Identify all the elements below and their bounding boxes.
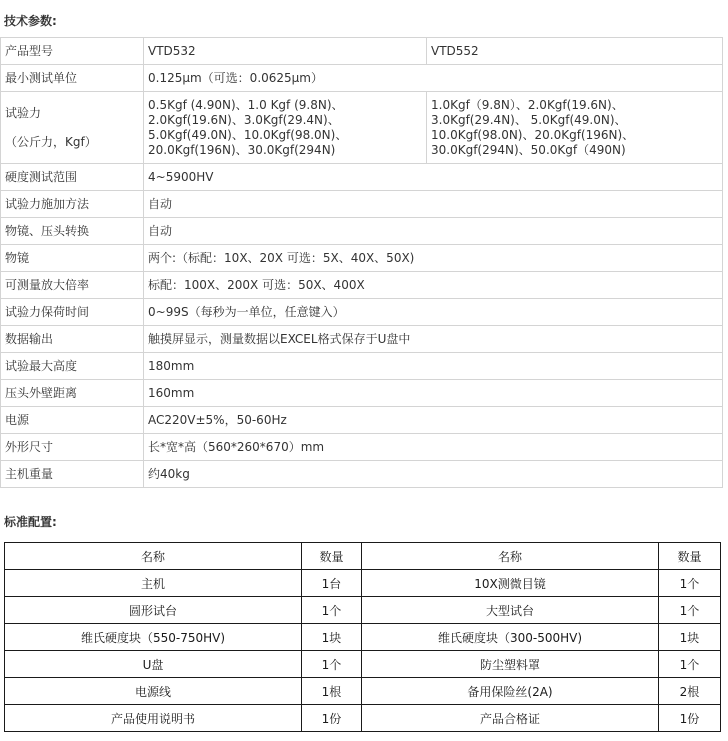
table-row (1, 164, 723, 191)
spec-label: 硬度测试范围 (1, 164, 144, 191)
spec-label: 压头外壁距离 (1, 380, 144, 407)
spec-label: 可测量放大倍率 (1, 272, 144, 299)
item-quantity: 1块 (659, 624, 721, 651)
item-quantity: 1台 (302, 570, 362, 597)
table-row (5, 705, 721, 732)
spec-label: 物镜 (1, 245, 144, 272)
spec-value: 4~5900HV (144, 164, 723, 191)
item-quantity: 1个 (659, 651, 721, 678)
item-quantity: 1个 (302, 597, 362, 624)
spec-label: 外形尺寸 (1, 434, 144, 461)
spec-value-line: 30.0Kgf(294N)、50.0Kgf（490N) (431, 142, 626, 157)
table-header-row (5, 543, 721, 570)
table-row (5, 624, 721, 651)
item-quantity: 1个 (302, 651, 362, 678)
table-row (1, 191, 723, 218)
table-row (1, 65, 723, 92)
item-quantity: 1份 (302, 705, 362, 732)
spec-value (144, 92, 427, 164)
spec-label: 产品型号 (1, 38, 144, 65)
item-name: 产品使用说明书 (5, 705, 302, 732)
table-row (1, 407, 723, 434)
item-name: 备用保险丝(2A) (362, 678, 659, 705)
spec-value-line: 1.0Kgf（9.8N）、2.0Kgf(19.6N)、 (431, 97, 624, 112)
standard-config-table (4, 542, 721, 732)
item-quantity: 1份 (659, 705, 721, 732)
spec-value-line: 2.0Kgf(19.6N)、3.0Kgf(29.4N)、 (148, 112, 340, 127)
spec-value-line: 5.0Kgf(49.0N)、10.0Kgf(98.0N)、 (148, 127, 348, 142)
table-row (5, 678, 721, 705)
table-row (1, 38, 723, 65)
spec-value-line: 0.5Kgf (4.90N)、1.0 Kgf (9.8N)、 (148, 97, 344, 112)
column-header-name: 名称 (362, 543, 659, 570)
spec-value: 长*宽*高（560*260*670）mm (144, 434, 723, 461)
spec-value: AC220V±5%，50-60Hz (144, 407, 723, 434)
spec-label: 数据输出 (1, 326, 144, 353)
spec-label: 电源 (1, 407, 144, 434)
spec-value-line: 10.0Kgf(98.0N)、20.0Kgf(196N)、 (431, 127, 635, 142)
table-row (1, 245, 723, 272)
item-quantity: 1根 (302, 678, 362, 705)
spec-value: 180mm (144, 353, 723, 380)
standard-config-heading: 标准配置: (4, 515, 57, 529)
item-quantity: 1个 (659, 570, 721, 597)
item-name: 维氏硬度块（300-500HV) (362, 624, 659, 651)
spec-label: 试验力保荷时间 (1, 299, 144, 326)
table-row (1, 434, 723, 461)
tech-specs-heading: 技术参数: (4, 14, 57, 28)
spec-value-line: 20.0Kgf(196N)、30.0Kgf(294N) (148, 142, 336, 157)
item-name: 10X测微目镜 (362, 570, 659, 597)
spec-value: VTD532 (144, 38, 427, 65)
item-name: 圆形试台 (5, 597, 302, 624)
item-name: 维氏硬度块（550-750HV) (5, 624, 302, 651)
spec-label: 主机重量 (1, 461, 144, 488)
spec-value-line: 3.0Kgf(29.4N)、 5.0Kgf(49.0N)、 (431, 112, 627, 127)
table-row (1, 380, 723, 407)
spec-value: 触摸屏显示，测量数据以EXCEL格式保存于U盘中 (144, 326, 723, 353)
table-row (1, 272, 723, 299)
spec-value: 自动 (144, 218, 723, 245)
spec-label: 试验最大高度 (1, 353, 144, 380)
table-row (1, 218, 723, 245)
table-row (5, 597, 721, 624)
spec-value (427, 92, 723, 164)
tech-specs-table (0, 37, 723, 488)
item-name: U盘 (5, 651, 302, 678)
item-name: 电源线 (5, 678, 302, 705)
table-row (1, 326, 723, 353)
spec-value: 标配：100X、200X 可选：50X、400X (144, 272, 723, 299)
spec-value: 自动 (144, 191, 723, 218)
spec-value: 约40kg (144, 461, 723, 488)
item-quantity: 1块 (302, 624, 362, 651)
spec-label (1, 92, 144, 164)
item-quantity: 1个 (659, 597, 721, 624)
spec-value: 160mm (144, 380, 723, 407)
spec-value: 0~99S（每秒为一单位，任意键入） (144, 299, 723, 326)
item-name: 大型试台 (362, 597, 659, 624)
column-header-quantity: 数量 (659, 543, 721, 570)
table-row (1, 92, 723, 164)
spec-label: 试验力施加方法 (1, 191, 144, 218)
table-row (1, 299, 723, 326)
item-quantity: 2根 (659, 678, 721, 705)
spec-label-line: （公斤力，Kgf） (5, 134, 97, 149)
table-row (1, 461, 723, 488)
column-header-name: 名称 (5, 543, 302, 570)
table-row (5, 570, 721, 597)
item-name: 产品合格证 (362, 705, 659, 732)
table-row (1, 353, 723, 380)
item-name: 防尘塑料罩 (362, 651, 659, 678)
column-header-quantity: 数量 (302, 543, 362, 570)
spec-label: 物镜、压头转换 (1, 218, 144, 245)
spec-value: 两个:（标配：10X、20X 可选：5X、40X、50X) (144, 245, 723, 272)
spec-value: 0.125μm（可选：0.0625μm） (144, 65, 723, 92)
table-row (5, 651, 721, 678)
spec-label-line: 试验力 (5, 105, 42, 120)
item-name: 主机 (5, 570, 302, 597)
spec-label: 最小测试单位 (1, 65, 144, 92)
spec-value: VTD552 (427, 38, 723, 65)
